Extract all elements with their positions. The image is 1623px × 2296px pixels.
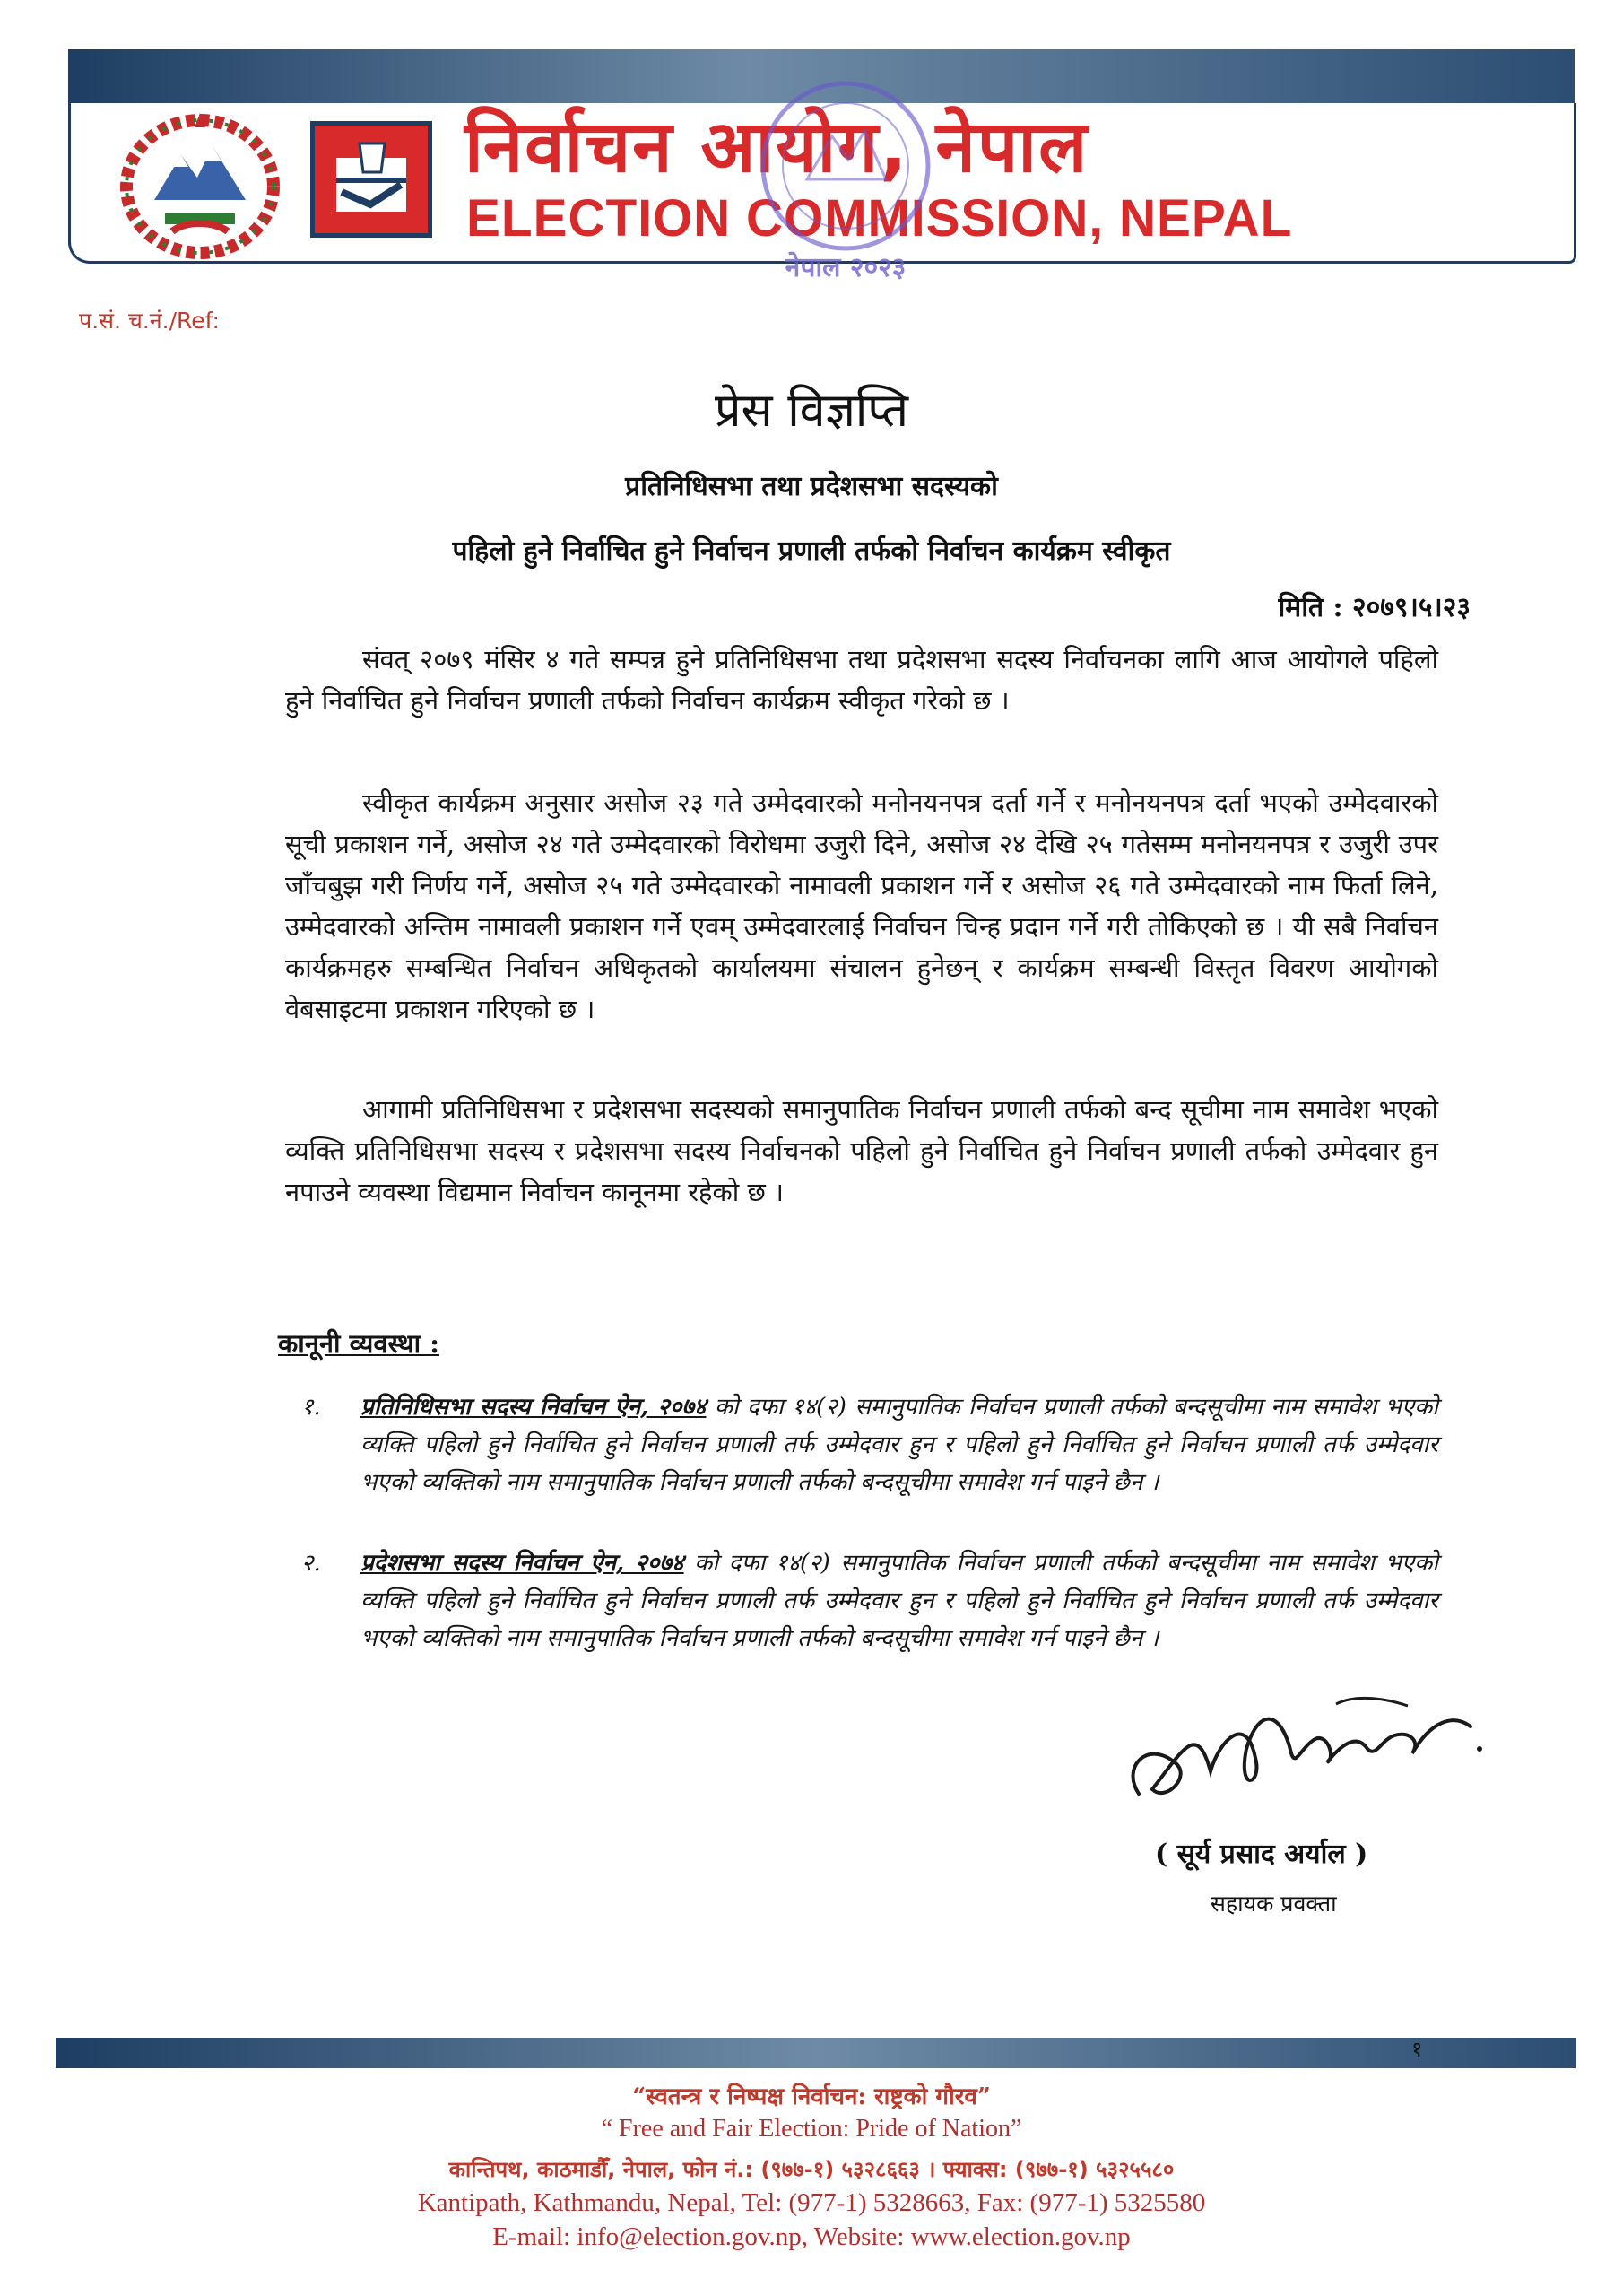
- legal-item: [301, 1544, 1438, 1657]
- slogan-nepali: “स्वतन्त्र र निष्पक्ष निर्वाचन: राष्ट्रको गौरव”: [632, 2083, 991, 2110]
- official-stamp-icon: [742, 63, 949, 305]
- document-date: मिति : २०७९।५।२३: [1278, 592, 1471, 623]
- legal-item-number: १.: [301, 1394, 321, 1421]
- national-emblem-icon: [118, 106, 282, 260]
- act-name: प्रदेशसभा सदस्य निर्वाचन ऐन, २०७४: [360, 1550, 684, 1577]
- address-english: Kantipath, Kathmandu, Nepal, Tel: (977-1) 5328663, Fax: (977-1) 5325580: [417, 2188, 1206, 2217]
- slogan-english: “ Free and Fair Election: Pride of Nation”: [601, 2115, 1022, 2143]
- footer-band: [56, 2038, 1576, 2068]
- paragraph-1: संवत् २०७९ मंसिर ४ गते सम्पन्न हुने प्रतिनिधिसभा तथा प्रदेशसभा सदस्य निर्वाचनका लागि आज आयोगले पहिलो हुने निर्वाचित हुने निर्वाचन प्रणाली तर्फको निर्वाचन कार्यक्रम स्वीकृत गरेको छ ।: [285, 644, 1438, 716]
- org-name-english: ELECTION COMMISSION, NEPAL: [466, 189, 1293, 248]
- handwritten-signature: [1112, 1686, 1497, 1830]
- legal-heading: कानूनी व्यवस्था :: [278, 1328, 439, 1359]
- ec-logo-icon: [310, 121, 432, 238]
- org-name-nepali: निर्वाचन आयोग, नेपाल: [464, 105, 1089, 188]
- ref-label: प.सं. च.नं./Ref:: [79, 308, 220, 334]
- legal-item-text: [360, 1544, 1438, 1657]
- page-number: १: [1411, 2037, 1423, 2062]
- paragraph-3: आगामी प्रतिनिधिसभा र प्रदेशसभा सदस्यको समानुपातिक निर्वाचन प्रणाली तर्फको बन्द सूचीमा नाम समावेश भएको व्यक्ति प्रतिनिधिसभा सदस्य र प्रदेशसभा सदस्य निर्वाचनको पहिलो हुने निर्वाचित हुने निर्वाचन प्रणाली तर्फको उम्मेदवार हुन नपाउने व्यवस्था विद्यमान निर्वाचन कानूनमा रहेको छ ।: [285, 1094, 1438, 1207]
- legal-item-body: को दफा १४(२) समानुपातिक निर्वाचन प्रणाली तर्फको बन्दसूचीमा नाम समावेश भएको व्यक्ति पहिलो हुने निर्वाचित हुने निर्वाचन प्रणाली तर्फ उम्मेदवार हुन र पहिलो हुने निर्वाचित हुने निर्वाचन प्रणाली तर्फ उम्मेदवार भएको व्यक्तिको नाम समानुपातिक निर्वाचन प्रणाली तर्फको बन्दसूचीमा समावेश गर्न पाइने छैन ।: [360, 1394, 1439, 1496]
- subtitle-line-2: पहिलो हुने निर्वाचित हुने निर्वाचन प्रणाली तर्फको निर्वाचन कार्यक्रम स्वीकृत: [452, 535, 1171, 567]
- signatory-role: सहायक प्रवक्ता: [1211, 1891, 1337, 1917]
- legal-item-text: [360, 1388, 1438, 1501]
- signatory-name: ( सूर्य प्रसाद अर्याल ): [1155, 1839, 1368, 1870]
- subtitle-line-1: प्रतिनिधिसभा तथा प्रदेशसभा सदस्यको: [625, 471, 998, 502]
- paragraph-2: स्वीकृत कार्यक्रम अनुसार असोज २३ गते उम्मेदवारको मनोनयनपत्र दर्ता गर्ने र मनोनयनपत्र दर्ता भएको उम्मेदवारको सूची प्रकाशन गर्ने, असोज २४ गते उम्मेदवारको विरोधमा उजुरी दिने, असोज २४ देखि २५ गतेसम्म मनोनयनपत्र र उजुरी उपर जाँचबुझ गरी निर्णय गर्ने, असोज २५ गते उम्मेदवारको नामावली प्रकाशन गर्ने र असोज २६ गते उम्मेदवारको नाम फिर्ता लिने, उम्मेदवारको अन्तिम नामावली प्रकाशन गर्ने एवम् उम्मेदवारलाई निर्वाचन चिन्ह प्रदान गर्ने गरी तोकिएको छ । यी सबै निर्वाचन कार्यक्रमहरु सम्बन्धित निर्वाचन अधिकृतको कार्यालयमा संचालन हुनेछन् र कार्यक्रम सम्बन्धी विस्तृत विवरण आयोगको वेबसाइटमा प्रकाशन गरिएको छ ।: [285, 787, 1438, 1024]
- contact-line: E-mail: info@election.gov.np, Website: www.election.gov.np: [492, 2222, 1131, 2251]
- page-title: प्रेस विज्ञप्ति: [714, 384, 909, 438]
- legal-item: [301, 1388, 1438, 1501]
- legal-item-number: २.: [301, 1550, 321, 1577]
- address-nepali: कान्तिपथ, काठमाडौँ, नेपाल, फोन नं.: (९७७-१) ५३२८६६३ । फ्याक्स: (९७७-१) ५३२५५८०: [448, 2157, 1175, 2182]
- stamp-text: नेपाल २०२३: [785, 252, 907, 283]
- act-name: प्रतिनिधिसभा सदस्य निर्वाचन ऐन, २०७४: [360, 1394, 707, 1421]
- legal-item-body: को दफा १४(२) समानुपातिक निर्वाचन प्रणाली तर्फको बन्दसूचीमा नाम समावेश भएको व्यक्ति पहिलो हुने निर्वाचित हुने निर्वाचन प्रणाली तर्फ उम्मेदवार हुन र पहिलो हुने निर्वाचित हुने निर्वाचन प्रणाली तर्फ उम्मेदवार भएको व्यक्तिको नाम समानुपातिक निर्वाचन प्रणाली तर्फको बन्दसूचीमा समावेश गर्न पाइने छैन ।: [360, 1550, 1439, 1652]
